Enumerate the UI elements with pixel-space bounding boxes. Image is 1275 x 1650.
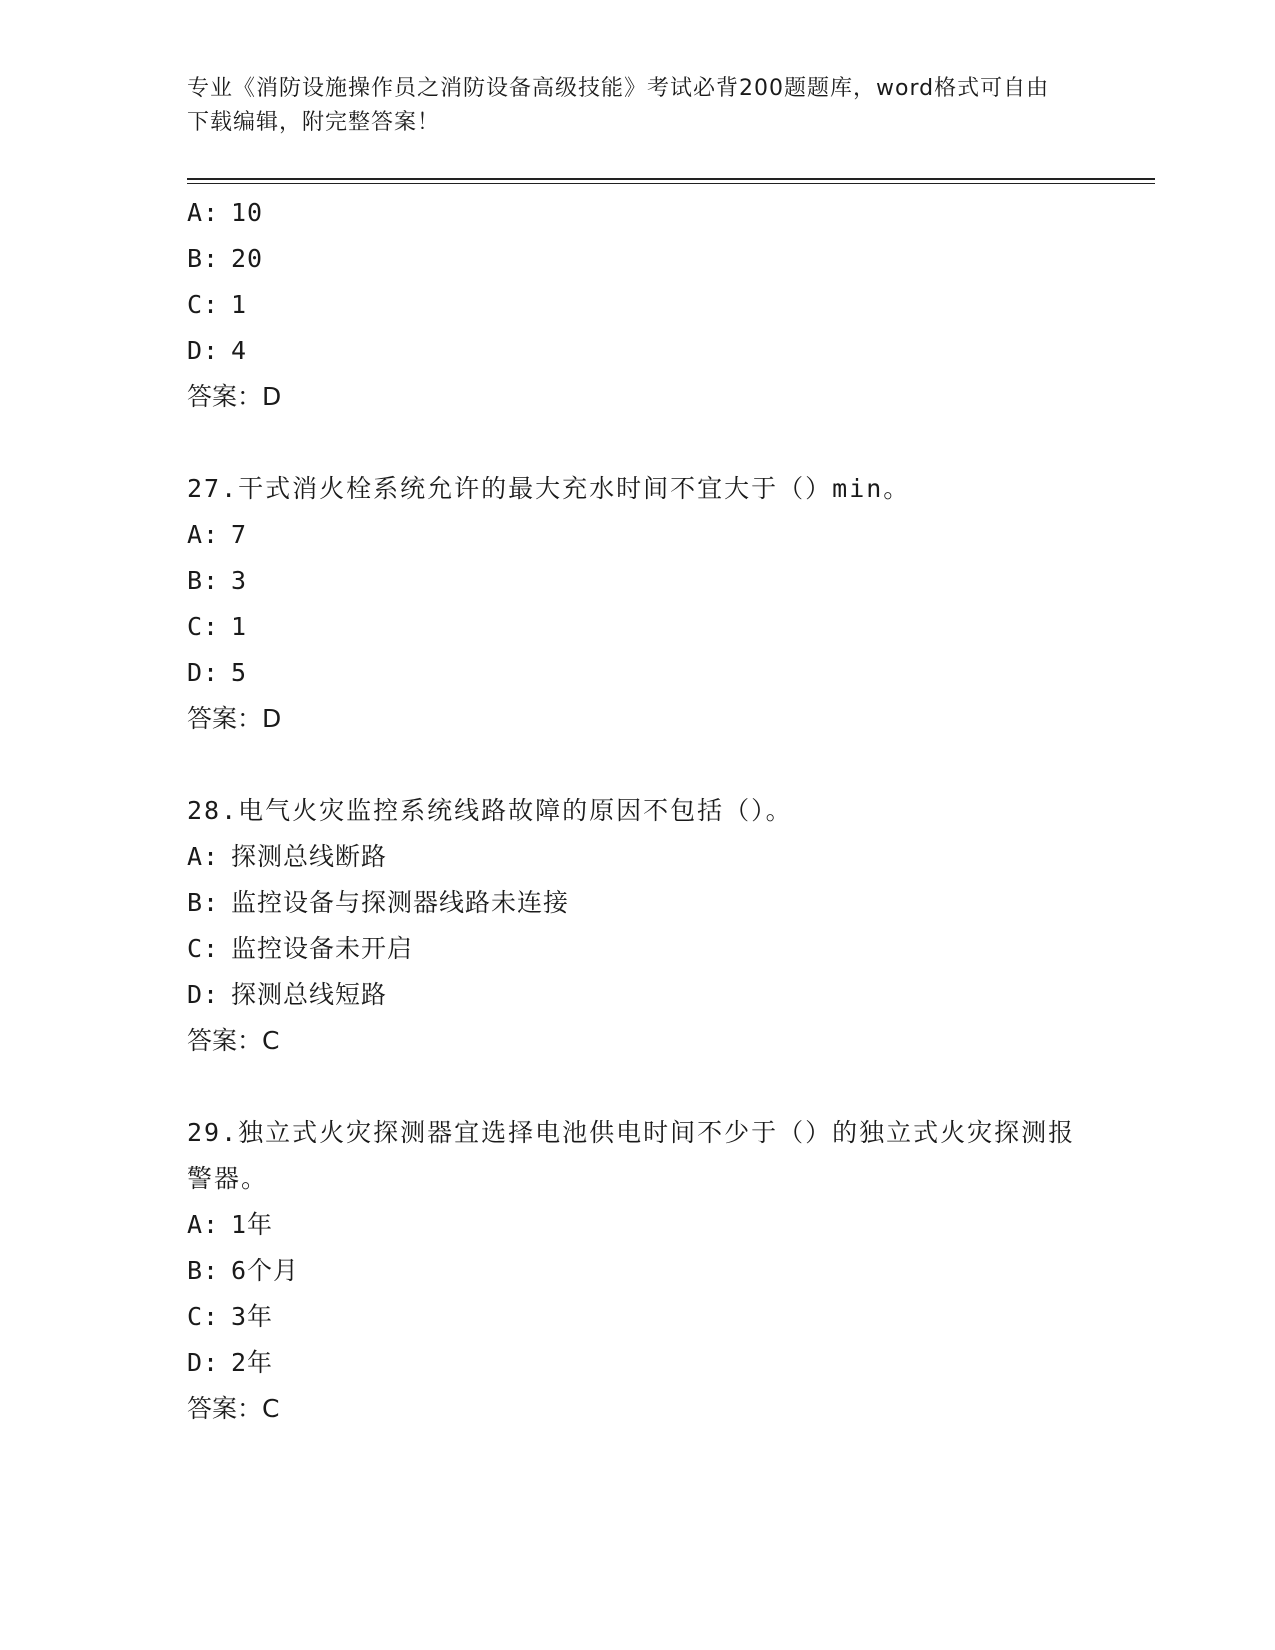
option-text: 2年 [231,1348,274,1377]
answer-line: 答案：C [187,1026,280,1055]
option-key: B: [187,566,220,595]
option-a [187,1202,1087,1248]
option-b [187,880,1087,926]
option-key: C: [187,1302,220,1331]
option-text: 1年 [231,1210,274,1239]
option-key: C: [187,934,220,963]
option-key: A: [187,198,220,227]
option-b [187,236,1087,282]
question-block-29 [187,1110,1087,1432]
answer-line: 答案：D [187,704,282,733]
option-a [187,190,1087,236]
option-text: 20 [231,244,264,273]
option-b [187,558,1087,604]
option-key: A: [187,1210,220,1239]
option-text: 监控设备与探测器线路未连接 [231,888,570,917]
option-key: C: [187,290,220,319]
question-text: 28.电气火灾监控系统线路故障的原因不包括（）。 [187,796,793,825]
option-text: 10 [231,198,264,227]
question-block-27 [187,466,1087,742]
question-text: 29.独立式火灾探测器宜选择电池供电时间不少于（）的独立式火灾探测报警器。 [187,1118,1076,1193]
option-key: D: [187,658,220,687]
option-b [187,1248,1087,1294]
option-d [187,1340,1087,1386]
question-list [187,190,1087,1478]
option-text: 1 [231,612,248,641]
option-text: 7 [231,520,248,549]
option-key: B: [187,1256,220,1285]
option-c [187,282,1087,328]
option-key: D: [187,1348,220,1377]
question-block-28 [187,788,1087,1064]
option-a [187,512,1087,558]
answer-line: 答案：D [187,382,282,411]
option-c [187,604,1087,650]
option-text: 探测总线短路 [231,980,388,1009]
option-text: 探测总线断路 [231,842,388,871]
question-block-26 [187,190,1087,420]
option-text: 1 [231,290,248,319]
option-key: C: [187,612,220,641]
document-header [187,72,1067,140]
option-d [187,650,1087,696]
option-d [187,972,1087,1018]
option-text: 5 [231,658,248,687]
option-key: A: [187,520,220,549]
option-text: 4 [231,336,248,365]
option-a [187,834,1087,880]
answer-line: 答案：C [187,1394,280,1423]
option-key: B: [187,244,220,273]
document-title: 专业《消防设施操作员之消防设备高级技能》考试必背200题题库，word格式可自由下载编辑，附完整答案！ [187,76,1050,135]
option-c [187,1294,1087,1340]
option-key: A: [187,842,220,871]
option-text: 3 [231,566,248,595]
option-d [187,328,1087,374]
option-text: 6个月 [231,1256,300,1285]
question-text: 27.干式消火栓系统允许的最大充水时间不宜大于（）min。 [187,474,911,503]
header-rule-thick [187,178,1155,180]
option-text: 监控设备未开启 [231,934,414,963]
option-key: D: [187,980,220,1009]
option-c [187,926,1087,972]
option-text: 3年 [231,1302,274,1331]
header-rule-thin [187,183,1155,184]
option-key: D: [187,336,220,365]
option-key: B: [187,888,220,917]
